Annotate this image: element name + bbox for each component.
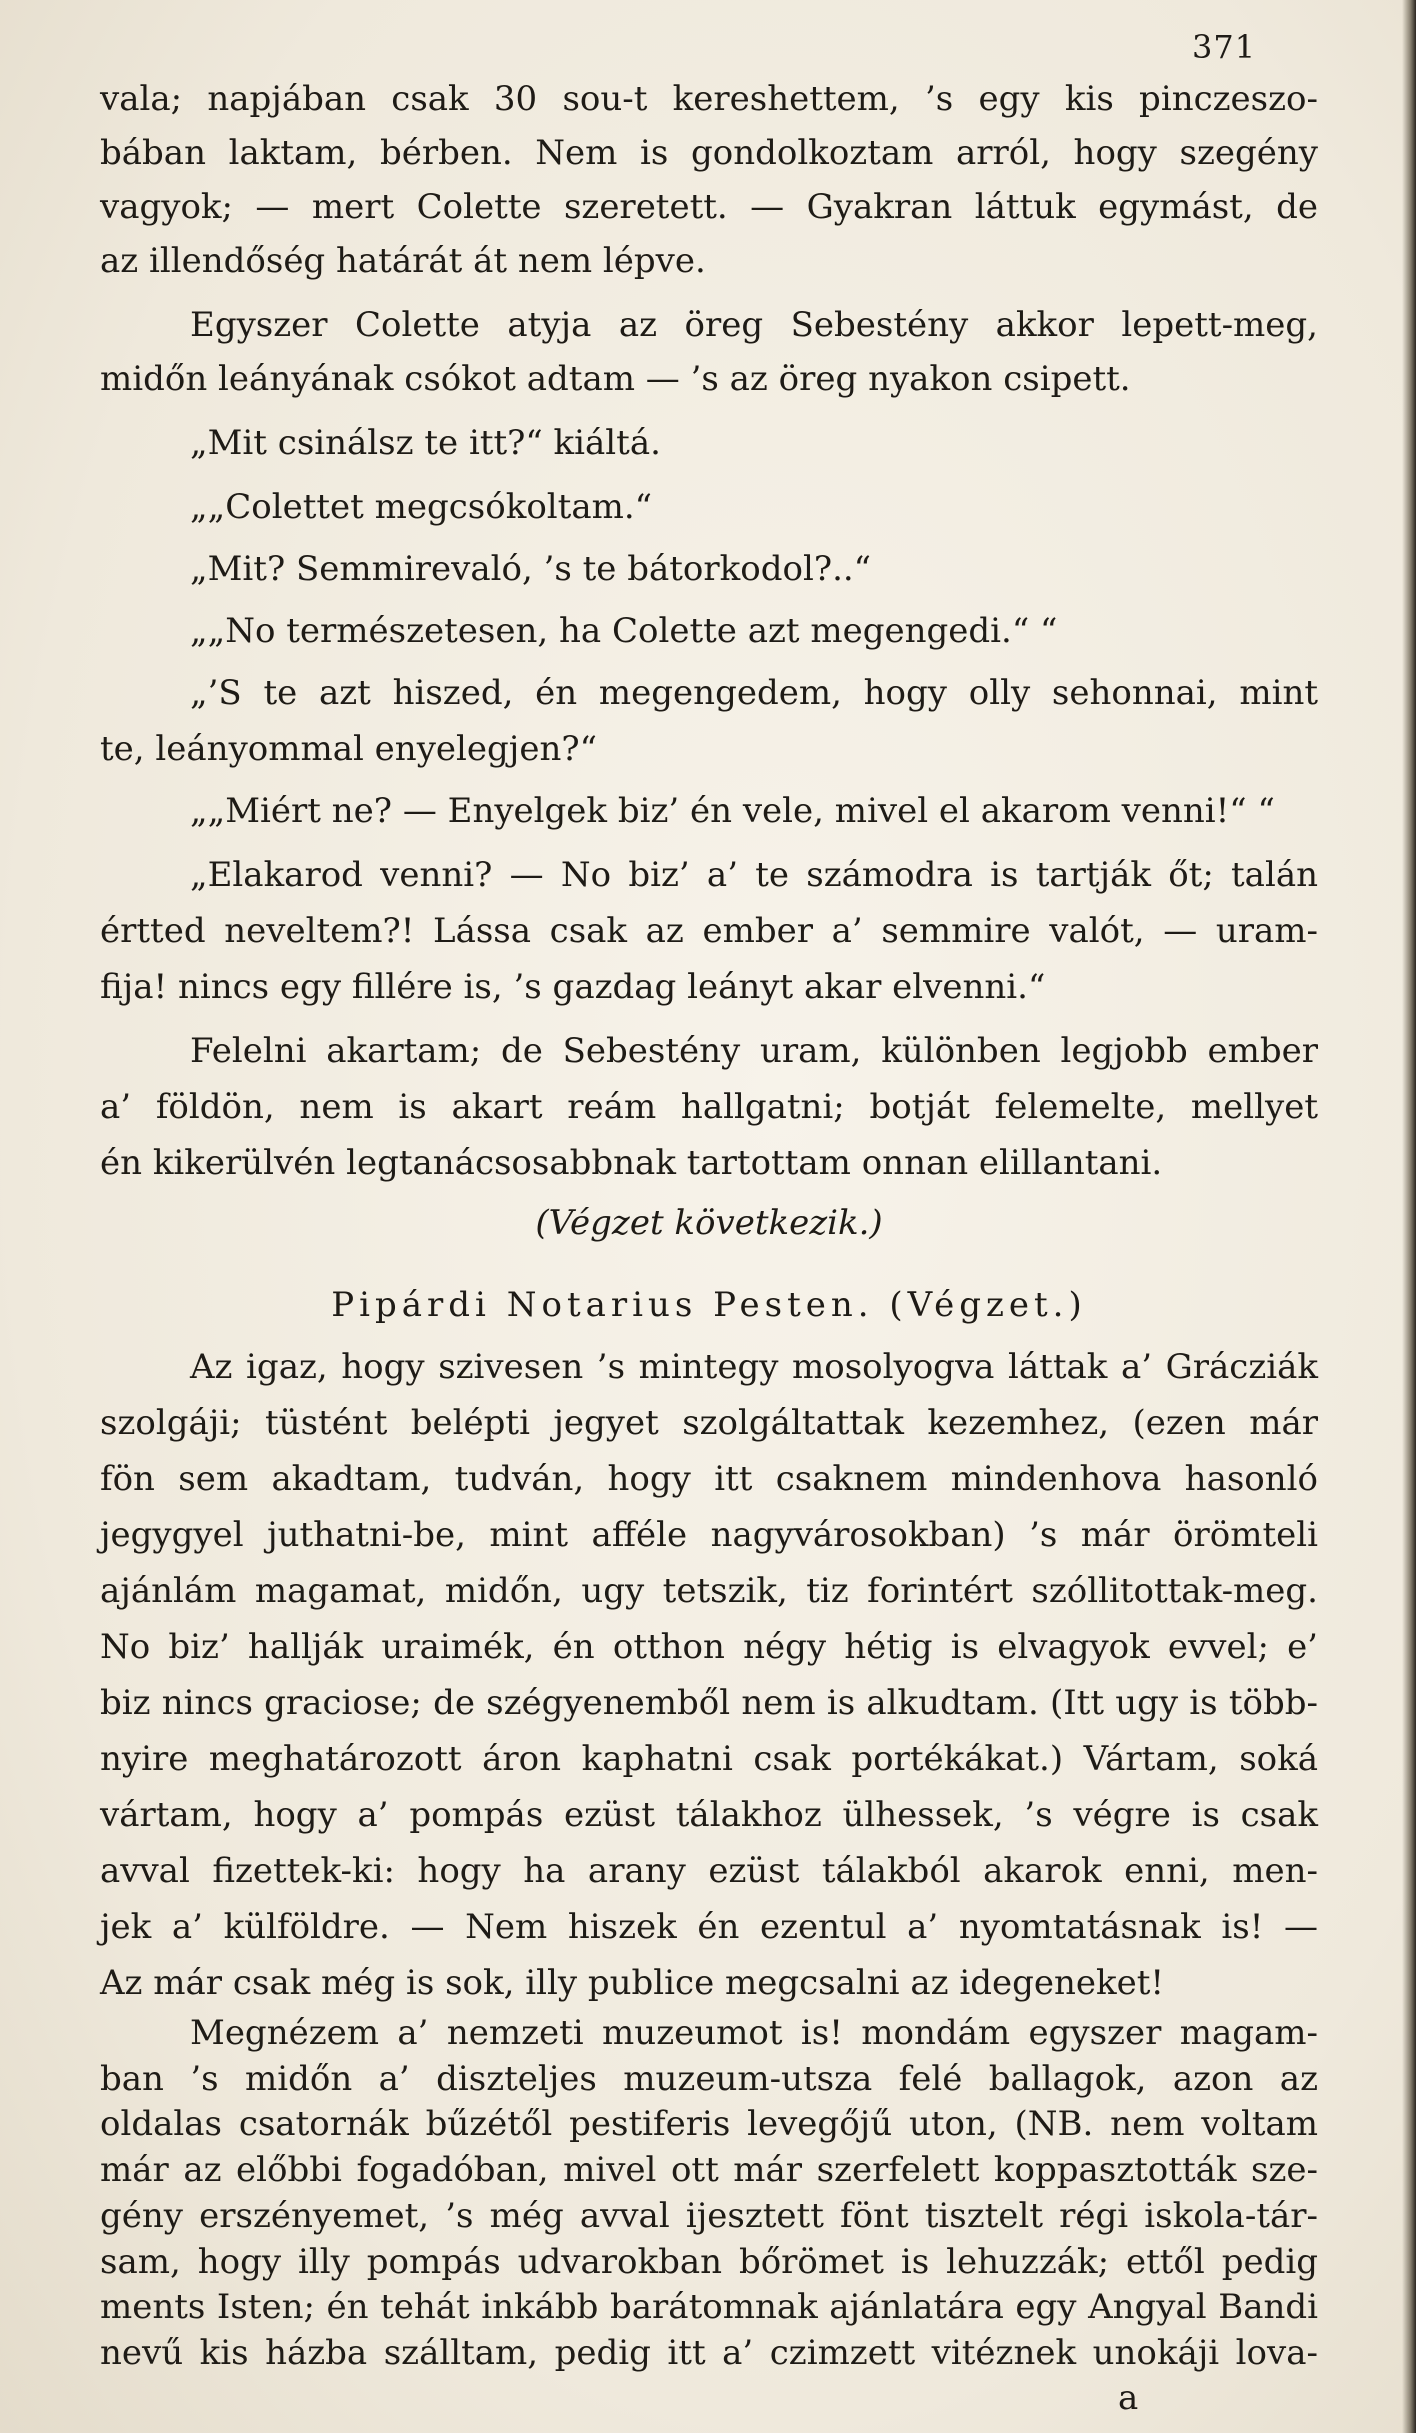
- continued-note: (Végzet következik.): [535, 1203, 883, 1243]
- text-line: vártam, hogy a’ pompás ezüst tálakhoz ülhessek, ’s végre is csak: [100, 1795, 1318, 1835]
- text-line: én kikerülvén legtanácsosabbnak tartottam onnan elillantani.: [100, 1143, 1163, 1183]
- text-line: fön sem akadtam, tudván, hogy itt csaknem mindenhova hasonló: [100, 1459, 1318, 1499]
- text-line: szolgáji; tüstént belépti jegyet szolgáltattak kezemhez, (ezen már: [100, 1403, 1318, 1443]
- text-line: Egyszer Colette atyja az öreg Sebestény akkor lepett-meg,: [190, 305, 1318, 345]
- text-line: az illendőség határát át nem lépve.: [100, 241, 706, 281]
- text-line: vala; napjában csak 30 sou-t kereshettem, ’s egy kis pinczeszo-: [100, 79, 1318, 119]
- text-line: jegygyel juthatni-be, mint afféle nagyvárosokban) ’s már örömteli: [100, 1515, 1318, 1555]
- text-line: Megnézem a’ nemzeti muzeumot is! mondám egyszer magam-: [190, 2013, 1318, 2053]
- text-line: már az előbbi fogadóban, mivel ott már szerfelett koppasztották sze-: [100, 2150, 1318, 2190]
- text-line: Az igaz, hogy szivesen ’s mintegy mosolyogva láttak a’ Grácziák: [190, 1347, 1318, 1387]
- dialogue-line: „„No természetesen, ha Colette azt megengedi.“ “: [190, 611, 1058, 651]
- dialogue-line: értted neveltem?! Lássa csak az ember a’ semmire valót, — uram-: [100, 911, 1318, 951]
- dialogue-line: „„Miért ne? — Enyelgek biz’ én vele, mivel el akarom venni!“ “: [190, 791, 1275, 831]
- dialogue-line: „Elakarod venni? — No biz’ a’ te számodra is tartják őt; talán: [190, 855, 1318, 895]
- dialogue-line: „Mit? Semmirevaló, ’s te bátorkodol?..“: [190, 549, 872, 589]
- text-line: ajánlám magamat, midőn, ugy tetszik, tiz forintért szóllitottak-meg.: [100, 1571, 1318, 1611]
- text-line: bában laktam, bérben. Nem is gondolkoztam arról, hogy szegény: [100, 133, 1318, 173]
- page-number: 371: [1192, 28, 1257, 66]
- text-line: gény erszényemet, ’s még avval ijesztett fönt tisztelt régi iskola-tár-: [100, 2196, 1318, 2236]
- text-line: a’ földön, nem is akart reám hallgatni; botját felemelte, mellyet: [100, 1087, 1318, 1127]
- text-line: biz nincs graciose; de szégyenemből nem is alkudtam. (Itt ugy is több-: [100, 1683, 1318, 1723]
- page-edge-shadow: [1402, 0, 1416, 2433]
- dialogue-line: „’S te azt hiszed, én megengedem, hogy olly sehonnai, mint: [190, 673, 1318, 713]
- text-line: avval fizettek-ki: hogy ha arany ezüst tálakból akarok enni, men-: [100, 1851, 1318, 1891]
- dialogue-line: te, leányommal enyelegjen?“: [100, 729, 597, 769]
- text-line: Felelni akartam; de Sebestény uram, különben legjobb ember: [190, 1031, 1318, 1071]
- text-line: ments Isten; én tehát inkább barátomnak ajánlatára egy Angyal Bandi: [100, 2287, 1318, 2327]
- text-line: vagyok; — mert Colette szeretett. — Gyakran láttuk egymást, de: [100, 187, 1318, 227]
- article-heading: Pipárdi Notarius Pesten. (Végzet.): [331, 1285, 1087, 1325]
- dialogue-line: „„Colettet megcsókoltam.“: [190, 487, 653, 527]
- text-line: sam, hogy illy pompás udvarokban bőrömet is lehuzzák; ettől pedig: [100, 2242, 1318, 2282]
- text-line: oldalas csatornák bűzétől pestiferis levegőjű uton, (NB. nem voltam: [100, 2104, 1318, 2144]
- text-line: midőn leányának csókot adtam — ’s az öreg nyakon csipett.: [100, 359, 1131, 399]
- text-line: Az már csak még is sok, illy publice megcsalni az idegeneket!: [100, 1963, 1165, 2003]
- text-line: nyire meghatározott áron kaphatni csak portékákat.) Vártam, soká: [100, 1739, 1318, 1779]
- signature-mark: a: [1118, 2378, 1139, 2418]
- text-line: ban ’s midőn a’ diszteljes muzeum-utsza felé ballagok, azon az: [100, 2059, 1318, 2099]
- text-line: jek a’ külföldre. — Nem hiszek én ezentul a’ nyomtatásnak is! —: [100, 1907, 1318, 1947]
- text-line: nevű kis házba szálltam, pedig itt a’ czimzett vitéznek unokáji lova-: [100, 2333, 1318, 2373]
- dialogue-line: „Mit csinálsz te itt?“ kiáltá.: [190, 423, 661, 463]
- dialogue-line: fija! nincs egy fillére is, ’s gazdag leányt akar elvenni.“: [100, 967, 1046, 1007]
- text-line: No biz’ hallják uraimék, én otthon négy hétig is elvagyok evvel; e’: [100, 1627, 1318, 1667]
